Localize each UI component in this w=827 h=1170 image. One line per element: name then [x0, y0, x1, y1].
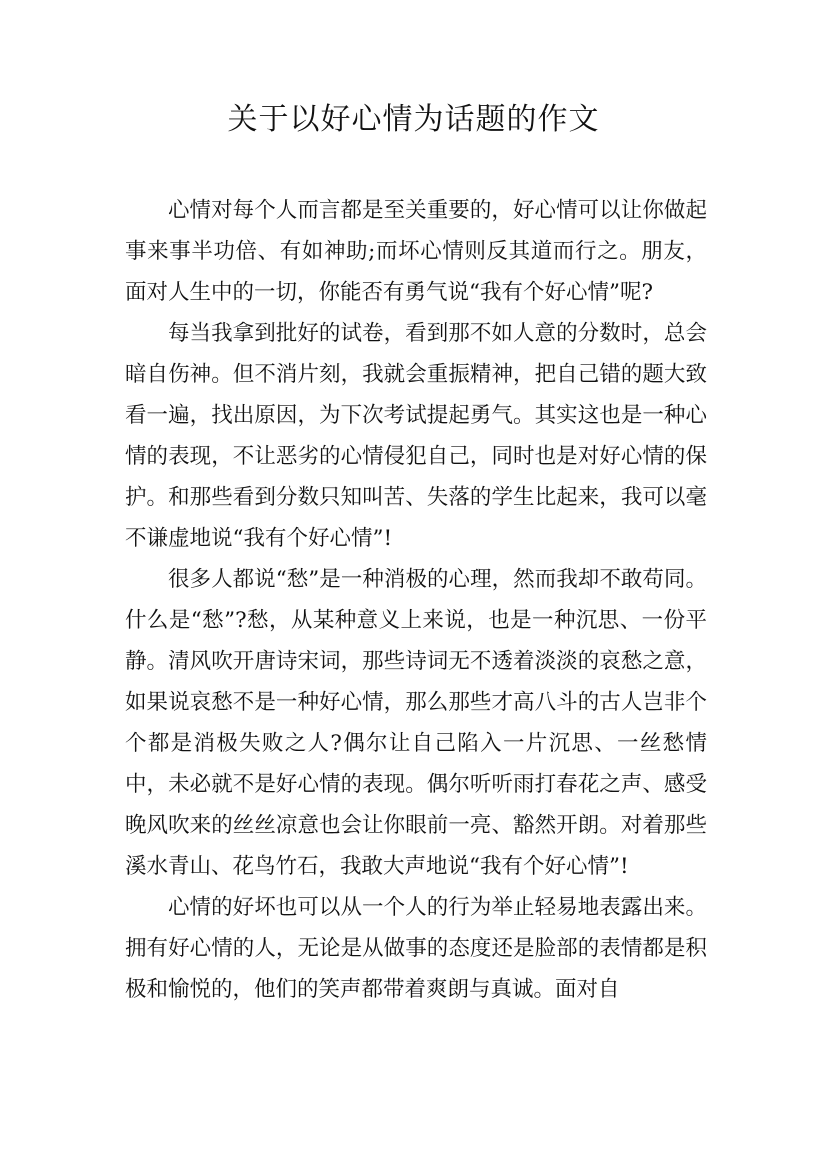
paragraph-3: 很多人都说“愁”是一种消极的心理，然而我却不敢苟同。什么是“愁”?愁，从某种意义上来说，也是一种沉思、一份平静。清风吹开唐诗宋词，那些诗词无不透着淡淡的哀愁之意，如果说哀愁不是一种好心情，那么那些才高八斗的古人岂非个个都是消极失败之人?偶尔让自己陷入一片沉思、一丝愁情中，未必就不是好心情的表现。偶尔听听雨打春花之声、感受晚风吹来的丝丝凉意也会让你眼前一亮、豁然开朗。对着那些溪水青山、花鸟竹石，我敢大声地说“我有个好心情”! [125, 567, 707, 879]
paragraph-1: 心情对每个人而言都是至关重要的，好心情可以让你做起事来事半功倍、有如神助;而坏心情则反其道而行之。朋友，面对人生中的一切，你能否有勇气说“我有个好心情”呢? [125, 198, 707, 305]
paragraph-2: 每当我拿到批好的试卷，看到那不如人意的分数时，总会暗自伤神。但不消片刻，我就会重振精神，把自己错的题大致看一遍，找出原因，为下次考试提起勇气。其实这也是一种心情的表现，不让恶劣的心情侵犯自己，同时也是对好心情的保护。和那些看到分数只知叫苦、失落的学生比起来，我可以毫不谦虚地说“我有个好心情”! [125, 321, 707, 551]
document-body [125, 190, 707, 1010]
paragraph-4: 心情的好坏也可以从一个人的行为举止轻易地表露出来。拥有好心情的人，无论是从做事的态度还是脸部的表情都是积极和愉悦的，他们的笑声都带着爽朗与真诚。面对自 [125, 895, 707, 1002]
document-title: 关于以好心情为话题的作文 [227, 102, 600, 137]
